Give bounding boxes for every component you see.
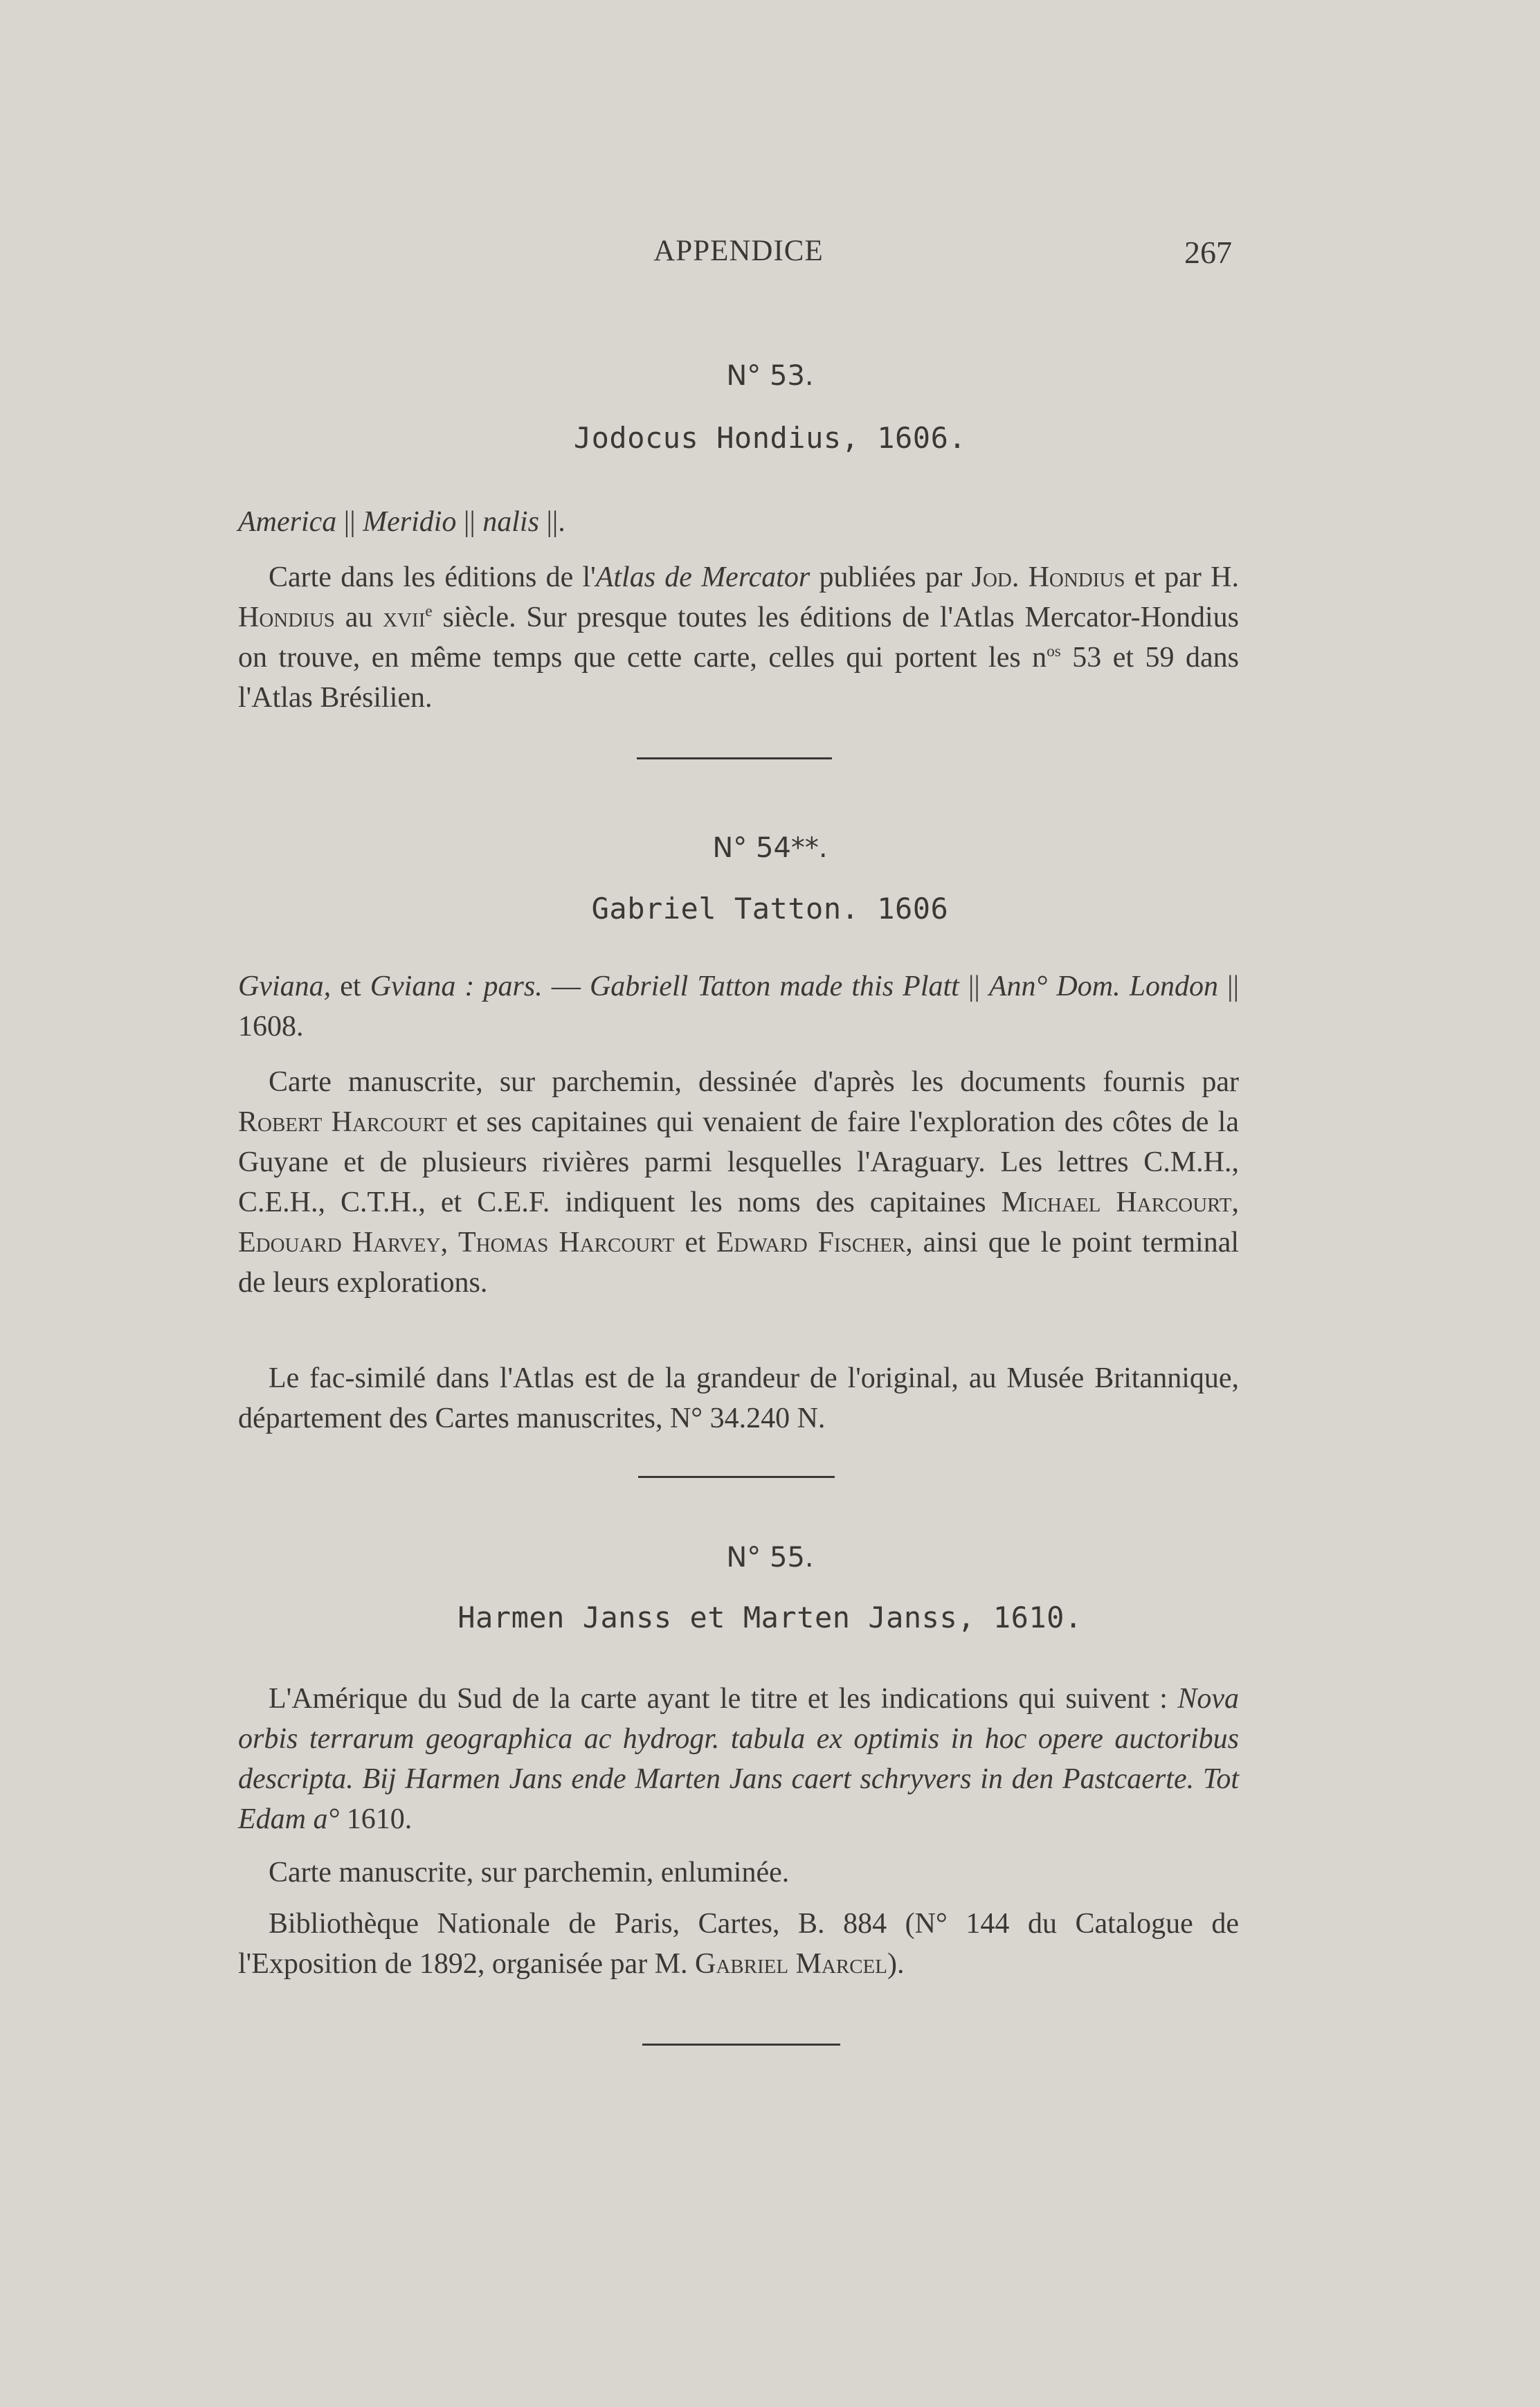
entry-note: Le fac-similé dans l'Atlas est de la grandeur de l'original, au Musée Britannique, département des Cartes manuscrites, N° 34.240 N. [238,1362,1239,1434]
entry-heading: Gabriel Tatton. 1606 [591,892,949,926]
small-caps-name: Edward Fischer [716,1227,906,1259]
title-part: nalis [482,506,539,538]
title-part: Meridio [363,506,457,538]
entry-heading: Jodocus Hondius, 1606. [573,421,967,455]
entry-description: Carte dans les éditions de l'Atlas de Mercator publiées par Jod. Hondius et par H. Hondius au xvii$^e$ siècle. Sur presque toutes les éditions de l'Atlas Mercator-Hondius on trouve, en même temps que cette carte, celles qui portent les $n^{os}$ 53 et 59 dans l'Atlas Brésilien. [238,561,1240,714]
entry-library: Bibliothèque Nationale de Paris, Cartes, B. 884 (N° 144 du Catalogue de l'Exposition de 1892, organisée par M. Gabriel Marcel). [238,1908,1239,1980]
entry-number: N° 53. [726,360,814,392]
title-part: Gviana : pars. [370,971,543,1002]
section-divider [638,1476,835,1478]
title-part: Ann° Dom. London [988,971,1219,1002]
title-separator: — [542,971,590,1002]
small-caps-name: Thomas Harcourt [458,1227,675,1259]
map-title-line [238,502,1239,542]
entry-number: N° 55. [726,1542,814,1574]
entry-description: Carte manuscrite, sur parchemin, dessinée d'après les documents fournis par Robert Harcourt et ses capitaines qui venaient de faire l'exploration des côtes de la Guyane et de plusieurs rivières parmi lesquelles l'Araguary. Les lettres C.M.H., C.E.H., C.T.H., et C.E.F. indiquent les noms des capitaines Michael Harcourt, Edouard Harvey, Thomas Harcourt et Edward Fischer, ainsi que le point terminal de leurs explorations. [238,1066,1240,1299]
entry-number: N° 54**. [712,832,828,864]
title-part: America [238,506,337,538]
section-divider [637,757,832,759]
small-caps-name: Hondius [238,602,335,633]
small-caps-name: Edouard Harvey [238,1227,441,1259]
section-divider [642,2044,840,2046]
entry-note: Carte manuscrite, sur parchemin, enluminée. [269,1857,790,1888]
small-caps-name: Robert Harcourt [238,1106,447,1138]
title-separator: ||. [538,506,565,538]
running-header [238,234,1239,276]
running-title: APPENDICE [653,235,824,267]
title-separator: || 1608. [238,971,1239,1043]
page-number: 267 [1184,235,1232,270]
small-caps-name: Jod. Hondius [971,561,1125,593]
entry-heading: Harmen Janss et Marten Janss, 1610. [458,1601,1082,1634]
title-part: Gabriell Tatton made this Platt [589,971,959,1002]
title-separator: || [959,971,989,1002]
title-separator: || [336,506,363,538]
map-title-line [238,966,1239,1047]
title-separator: || [456,506,483,538]
small-caps-name: Gabriel Marcel [695,1948,887,1980]
small-caps-name: Michael Harcourt [1001,1187,1232,1218]
title-separator: et [331,971,370,1002]
entry-description: L'Amérique du Sud de la carte ayant le titre et les indications qui suivent : Nova orbis terrarum geographica ac hydrogr. tabula ex optimis in hoc opere auctoribus descripta. Bij Harmen Jans ende Marten Jans caert schryvers in den Pastcaerte. Tot Edam a° 1610. [238,1683,1239,1835]
title-part: Gviana, [238,971,332,1002]
